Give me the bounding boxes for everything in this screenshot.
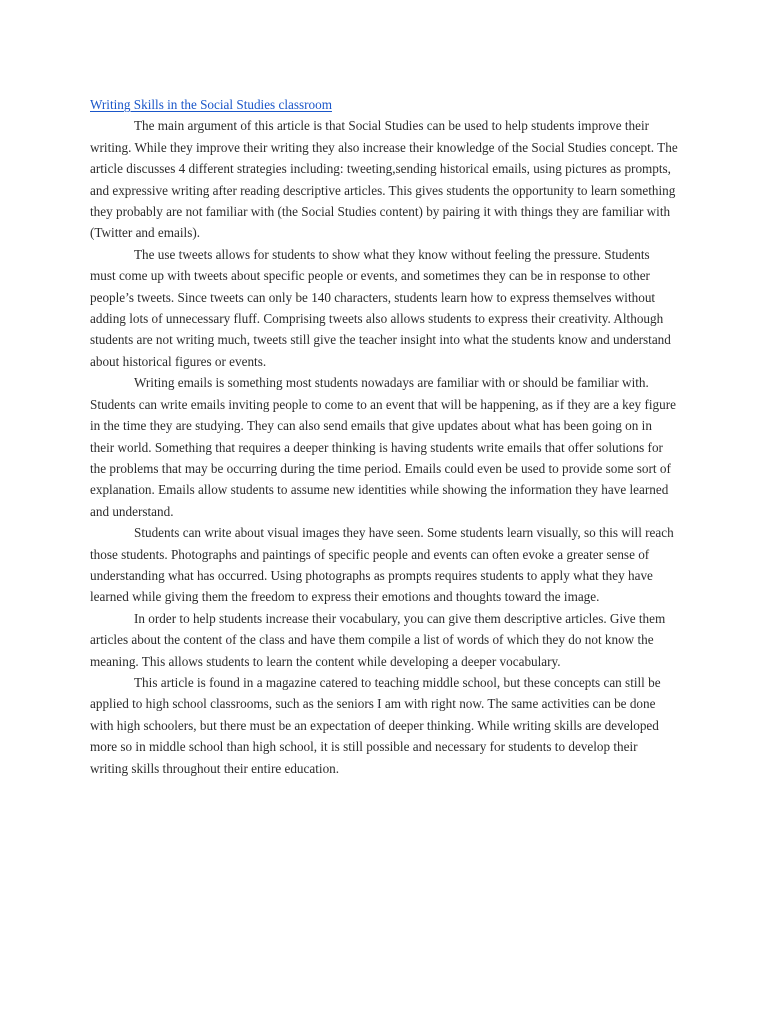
paragraph-vocabulary: In order to help students increase their vocabulary, you can give them descriptive articles. Give them articles about the content of the class and have them compile a list of words of which they do not know the meaning. This allows students to learn the content while developing a deeper vocabulary.: [90, 610, 666, 669]
paragraph-tweets: The use tweets allows for students to show what they know without feeling the pressure. Students must come up with tweets about specific people or events, and sometimes they can be in response to other people’s tweets. Since tweets can only be 140 characters, students learn how to express themselves without adding lots of unnecessary fluff. Comprising tweets also allows students to express their creativity. Although students are not writing much, tweets still give the teacher insight into what the students know and understand about historical figures or events.: [90, 246, 671, 369]
paragraph-summary: The main argument of this article is that Social Studies can be used to help students improve their writing. While they improve their writing they also increase their knowledge of the Social Studies concept. The article discusses 4 different strategies including: tweeting,sending historical emails, using pictures as prompts, and expressive writing after reading descriptive articles. This gives students the opportunity to learn something they probably are not familiar with (the Social Studies content) by pairing it with things they are familiar with (Twitter and emails).: [90, 118, 678, 241]
paragraph-emails: Writing emails is something most students nowadays are familiar with or should be familiar with. Students can write emails inviting people to come to an event that will be happening, as if they are a key figure in the time they are studying. They can also send emails that give updates about what has been going on in their world. Something that requires a deeper thinking is having students write emails that offer solutions for the problems that may be occurring during the time period. Emails could even be used to provide some sort of explanation. Emails allow students to assume new identities while showing the information they have learned and understand.: [90, 375, 676, 519]
paragraph-visual-images: Students can write about visual images they have seen. Some students learn visually, so this will reach those students. Photographs and paintings of specific people and events can often evoke a greater sense of understanding what has occurred. Using photographs as prompts requires students to apply what they have learned while giving them the freedom to express their emotions and thoughts toward the image.: [90, 525, 674, 605]
document-title-link[interactable]: Writing Skills in the Social Studies classroom: [90, 97, 332, 112]
paragraph-reflection: This article is found in a magazine catered to teaching middle school, but these concepts can still be applied to high school classrooms, such as the seniors I am with right now. The same activities can be done with high schoolers, but there must be an expectation of deeper thinking. While writing skills are developed more so in middle school than high school, it is still possible and necessary for students to develop their writing skills throughout their entire education.: [90, 674, 661, 776]
